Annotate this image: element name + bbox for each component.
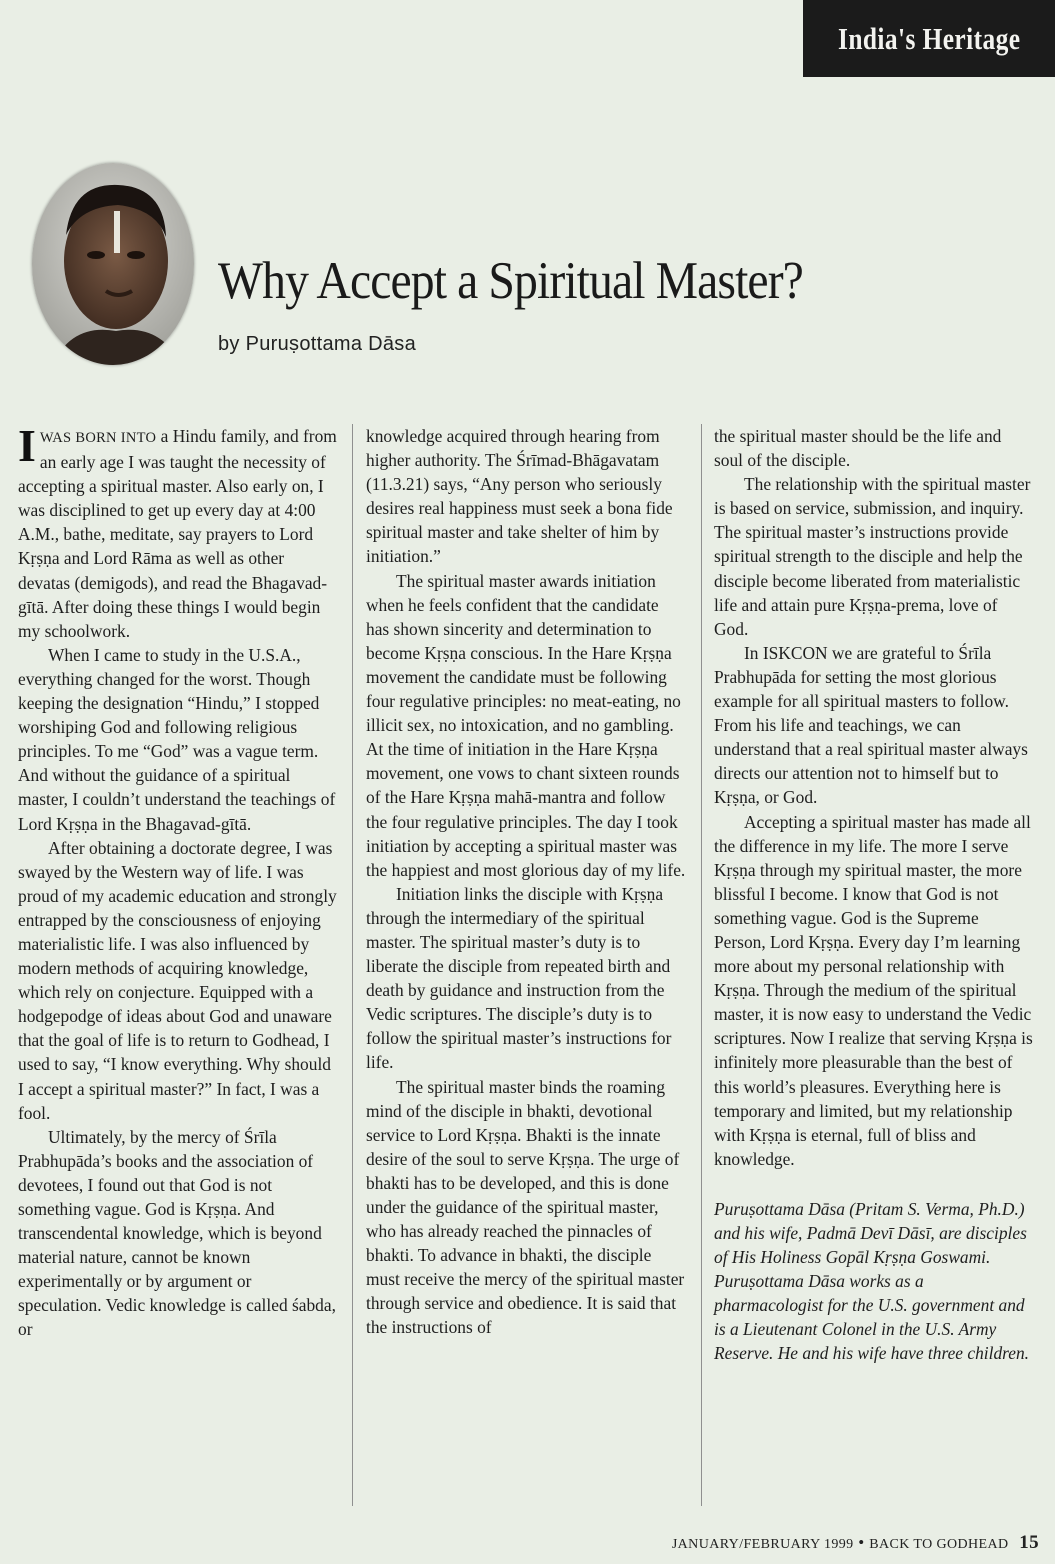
- paragraph: The spiritual master awards initiation when he feels confident that the candidate has shown sincerity and determination to become Kṛṣṇa conscious. In the Hare Kṛṣṇa movement the candidate must be following four regulative principles: no meat-eating, no illicit sex, no intoxication, and no gambling. At the time of initiation in the Hare Kṛṣṇa movement, one vows to chant sixteen rounds of the Hare Kṛṣṇa mahā-mantra and follow the four regulative principles. The day I took initiation by accepting a spiritual master was the happiest and most glorious day of my life.: [366, 570, 686, 880]
- column-3: [714, 424, 1034, 1366]
- page-number: 15: [1019, 1532, 1039, 1553]
- portrait-image: [32, 163, 194, 365]
- paragraph: Ultimately, by the mercy of Śrīla Prabhupāda’s books and the association of devotees, I found out that God is not something vague. God is Kṛṣṇa. And transcendental knowledge, which is beyond material nature, cannot be known experimentally or by argument or speculation. Vedic knowledge is called śabda, or: [18, 1126, 336, 1340]
- page-footer: [672, 1532, 1039, 1554]
- magazine-name: BACK TO GODHEAD: [869, 1537, 1009, 1552]
- lead-text: a Hindu family, and from an early age I was taught the necessity of accepting a spiritual master. Also early on, I was disciplined to get up every day at 4:00 A.M., bathe, meditate, say prayers to Lord Kṛṣṇa and Lord Rāma as well as other devatas (demigods), and read the Bhagavad-gītā. After doing these things I would begin my schoolwork.: [18, 426, 337, 641]
- lead-caps: WAS BORN INTO: [39, 430, 157, 446]
- article-title: [218, 250, 978, 312]
- paragraph: The spiritual master binds the roaming mind of the disciple in bhakti, devotional service to Lord Kṛṣṇa. Bhakti is the innate desire of the soul to serve Kṛṣṇa. The urge of bhakti has to be developed, and this is done under the guidance of the spiritual master, who has already reached the pinnacles of bhakti. To advance in bhakti, the disciple must receive the mercy of the spiritual master through service and obedience. It is said that the instructions of: [366, 1076, 685, 1338]
- column-1: [18, 420, 338, 1342]
- paragraph: The relationship with the spiritual master is based on service, submission, and inquiry. The spiritual master’s instructions provide spiritual strength to the disciple and help the disciple become liberated from materialistic life and attain pure Kṛṣṇa-prema, love of God.: [714, 474, 1031, 639]
- author-portrait: [32, 163, 194, 365]
- paragraph-continued: knowledge acquired through hearing from higher authority. The Śrīmad-Bhāgavatam (11.3.21) says, “Any person who seriously desires real happiness must seek a bona fide spiritual master and take shelter of him by initiation.”: [366, 426, 673, 567]
- section-tab: [803, 0, 1055, 77]
- column-divider: [352, 424, 353, 1506]
- column-divider: [701, 424, 702, 1506]
- paragraph: In ISKCON we are grateful to Śrīla Prabhupāda for setting the most glorious example for all spiritual masters to follow. From his life and teachings, we can understand that a real spiritual master always directs our attention not to himself but to Kṛṣṇa, or God.: [714, 642, 1028, 808]
- author-bio: Puruṣottama Dāsa (Pritam S. Verma, Ph.D.) and his wife, Padmā Devī Dāsī, are disciples of His Holiness Gopāl Kṛṣṇa Goswami. Puruṣottama Dāsa works as a pharmacologist for the U.S. government and is a Lieutenant Colonel in the U.S. Army Reserve. He and his wife have three children.: [714, 1198, 1030, 1364]
- section-tab-label: India's Heritage: [837, 20, 1021, 56]
- paragraph: Accepting a spiritual master has made all the difference in my life. The more I serve Kṛṣṇa through my spiritual master, the more blissful I become. I know that God is not something vague. God is the Supreme Person, Lord Kṛṣṇa. Every day I’m learning more about my personal relationship with Kṛṣṇa. Through the medium of the spiritual master, it is now easy to understand the Vedic scriptures. Now I realize that serving Kṛṣṇa is infinitely more pleasurable than the best of this world’s pleasures. Everything here is temporary and limited, but my relationship with Kṛṣṇa is eternal, full of bliss and knowledge.: [714, 811, 1033, 1169]
- issue-date: JANUARY/FEBRUARY 1999: [671, 1537, 854, 1552]
- footer-separator: •: [858, 1533, 865, 1552]
- paragraph: When I came to study in the U.S.A., everything changed for the worst. Though keeping the designation “Hindu,” I stopped worshiping God and following religious principles. To me “God” was a vague term. And without the guidance of a spiritual master, I couldn’t understand the teachings of Lord Kṛṣṇa in the Bhagavad-gītā.: [18, 644, 336, 834]
- byline: by Puruṣottama Dāsa: [218, 333, 417, 355]
- paragraph-continued: the spiritual master should be the life and soul of the disciple.: [714, 426, 1002, 471]
- paragraph: Initiation links the disciple with Kṛṣṇa through the intermediary of the spiritual master. The spiritual master’s duty is to liberate the disciple from repeated birth and death by guidance and instruction from the Vedic scriptures. The disciple’s duty is to follow the spiritual master’s instructions for life.: [366, 883, 672, 1073]
- article-title-text: Why Accept a Spiritual Master?: [218, 252, 803, 310]
- lead-paragraph: [18, 420, 338, 643]
- column-2: [366, 424, 686, 1340]
- paragraph: After obtaining a doctorate degree, I was swayed by the Western way of life. I was proud of my academic education and strongly entrapped by the consciousness of enjoying materialistic life. I was also influenced by modern methods of acquiring knowledge, which rely on conjecture. Equipped with a hodgepodge of ideas about God and unaware that the goal of life is to return to Godhead, I used to say, “I know everything. Why should I accept a spiritual master?” In fact, I was a fool.: [18, 837, 337, 1123]
- dropcap: I: [18, 420, 36, 471]
